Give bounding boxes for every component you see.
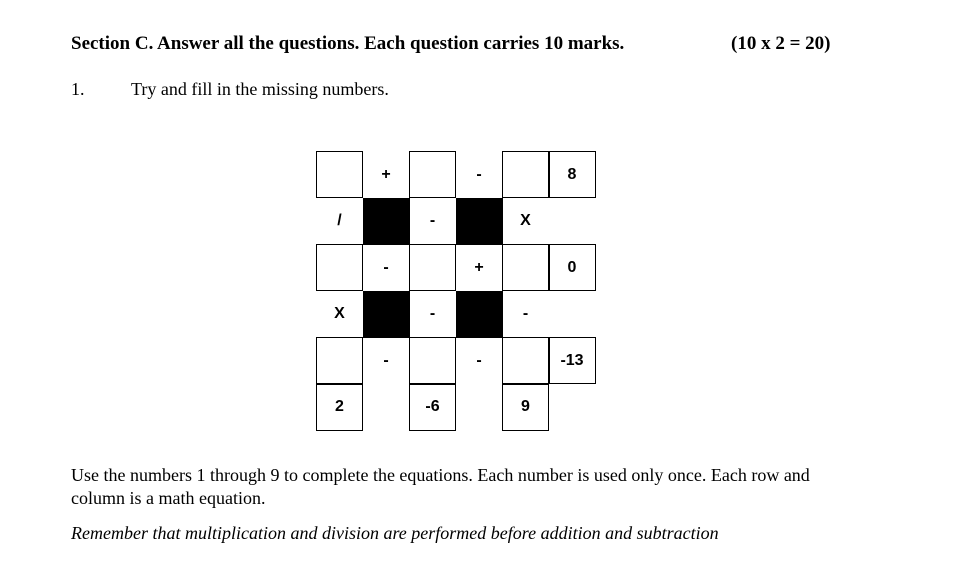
operator-cell: -	[429, 305, 436, 322]
blocked-cell	[363, 198, 410, 245]
blocked-cell	[456, 198, 503, 245]
marks-allocation: (10 x 2 = 20)	[731, 33, 831, 54]
operator-cell: X	[334, 305, 345, 322]
operator-cell: +	[381, 165, 391, 183]
result-cell: 2	[316, 384, 363, 431]
empty-number-cell[interactable]	[502, 337, 549, 384]
operator-cell: -	[476, 165, 482, 183]
operator-cell: +	[474, 258, 484, 276]
result-cell: -13	[549, 337, 596, 384]
result-cell: 8	[549, 151, 596, 198]
operator-cell: X	[520, 212, 531, 229]
empty-number-cell[interactable]	[409, 244, 456, 291]
result-cell: -6	[409, 384, 456, 431]
operator-cell: -	[476, 351, 482, 369]
empty-number-cell[interactable]	[409, 337, 456, 384]
empty-number-cell[interactable]	[409, 151, 456, 198]
empty-number-cell[interactable]	[502, 151, 549, 198]
empty-number-cell[interactable]	[316, 244, 363, 291]
operator-cell: -	[522, 305, 529, 322]
result-cell: 0	[549, 244, 596, 291]
empty-number-cell[interactable]	[316, 337, 363, 384]
operator-cell: -	[383, 258, 389, 276]
result-cell: 9	[502, 384, 549, 431]
section-title: Section C. Answer all the questions. Each question carries 10 marks.	[71, 33, 625, 54]
empty-number-cell[interactable]	[316, 151, 363, 198]
instructions-text: Use the numbers 1 through 9 to complete the equations. Each number is used only once. Each row and column is a math equation.	[71, 465, 810, 508]
number-puzzle-grid	[316, 151, 606, 441]
order-of-operations-note: Remember that multiplication and division are performed before addition and subtraction	[71, 523, 719, 543]
operator-cell: -	[383, 351, 389, 369]
question-text: Try and fill in the missing numbers.	[131, 79, 389, 99]
question-number: 1.	[71, 79, 85, 99]
operator-cell: /	[337, 212, 342, 229]
operator-cell: -	[429, 212, 436, 229]
blocked-cell	[363, 291, 410, 338]
empty-number-cell[interactable]	[502, 244, 549, 291]
blocked-cell	[456, 291, 503, 338]
